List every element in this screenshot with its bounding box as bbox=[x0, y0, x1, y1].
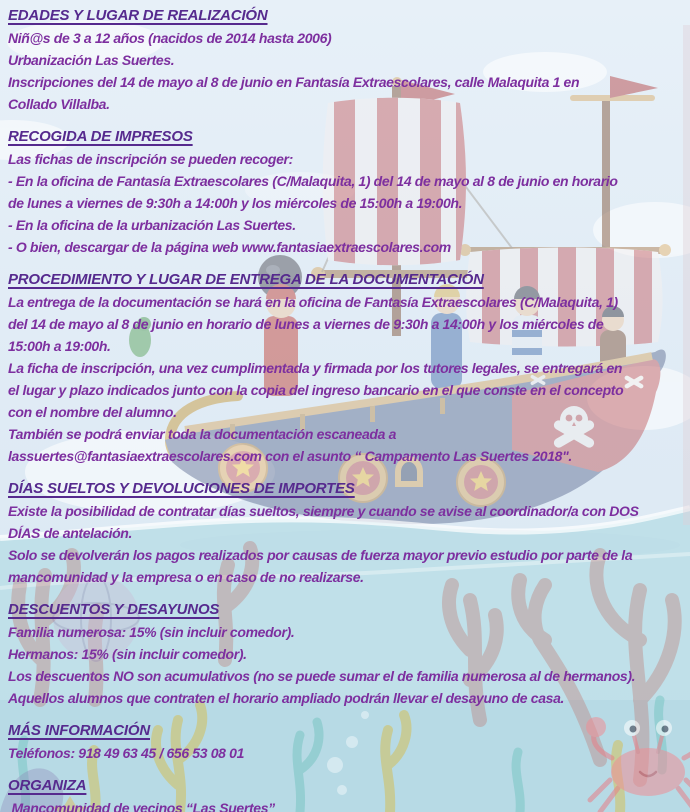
section-heading: PROCEDIMIENTO Y LUGAR DE ENTREGA DE LA DOCUMENTACIÓN bbox=[8, 271, 484, 288]
section-heading: RECOGIDA DE IMPRESOS bbox=[8, 128, 193, 145]
section-descuentos-y-desayunos bbox=[8, 599, 686, 709]
section-mas-informacion bbox=[8, 720, 686, 764]
section-body: Niñ@s de 3 a 12 años (nacidos de 2014 hasta 2006) Urbanización Las Suertes. Inscripciones del 14 de mayo al 8 de junio en Fantasía Extraescolares, calle Malaquita 1 en Collado Villalba. bbox=[8, 30, 580, 112]
section-heading: EDADES Y LUGAR DE REALIZACIÓN bbox=[8, 7, 268, 24]
section-dias-sueltos-devoluciones bbox=[8, 478, 686, 588]
section-organiza bbox=[8, 775, 686, 812]
section-body: Teléfonos: 918 49 63 45 / 656 53 08 01 bbox=[8, 745, 245, 761]
section-heading: ORGANIZA bbox=[8, 777, 87, 794]
section-heading: DESCUENTOS Y DESAYUNOS bbox=[8, 601, 220, 618]
section-body: Mancomunidad de vecinos “Las Suertes” bbox=[8, 800, 275, 812]
section-heading: MÁS INFORMACIÓN bbox=[8, 722, 150, 739]
section-body: Existe la posibilidad de contratar días sueltos, siempre y cuando se avise al coordinador/a con DOS DÍAS de antelación. Solo se devolverán los pagos realizados por causas de fuerza mayor previo estudio por parte de la mancomunidad y la empresa o en caso de no realizarse. bbox=[8, 503, 639, 585]
section-body: Familia numerosa: 15% (sin incluir comedor). Hermanos: 15% (sin incluir comedor). Los descuentos NO son acumulativos (no se puede sumar el de familia numerosa al de hermanos). Aquellos alumnos que contraten el horario ampliado podrán llevar el desayuno de casa. bbox=[8, 624, 636, 706]
section-procedimiento-entrega bbox=[8, 269, 686, 467]
section-body: Las fichas de inscripción se pueden recoger: - En la oficina de Fantasía Extraescolares (C/Malaquita, 1) del 14 de mayo al 8 de junio en horario de lunes a viernes de 9:30h a 14:00h y los miércoles de 15:00h a 19:00h. - En la oficina de la urbanización Las Suertes. - O bien, descargar de la página web www.fantasiaextraescolares.com bbox=[8, 151, 618, 255]
section-heading: DÍAS SUELTOS Y DEVOLUCIONES DE IMPORTES bbox=[8, 480, 355, 497]
section-body: La entrega de la documentación se hará en la oficina de Fantasía Extraescolares (C/Malaquita, 1) del 14 de mayo al 8 de junio en horario de lunes a viernes de 9:30h a 14:00h y los miércoles de 15:00h a 19:00h. La ficha de inscripción, una vez cumplimentada y firmada por los tutores legales, se entregará en el lugar y plazo indicados junto con la copia del ingreso bancario en el que conste en el concepto con el nombre del alumno. También se podrá enviar toda la documentación escaneada a lassuertes@fantasiaextraescolares.com con el asunto “ Campamento Las Suertes 2018". bbox=[8, 294, 624, 464]
section-edades-y-lugar bbox=[8, 5, 686, 115]
section-recogida-de-impresos bbox=[8, 126, 686, 258]
